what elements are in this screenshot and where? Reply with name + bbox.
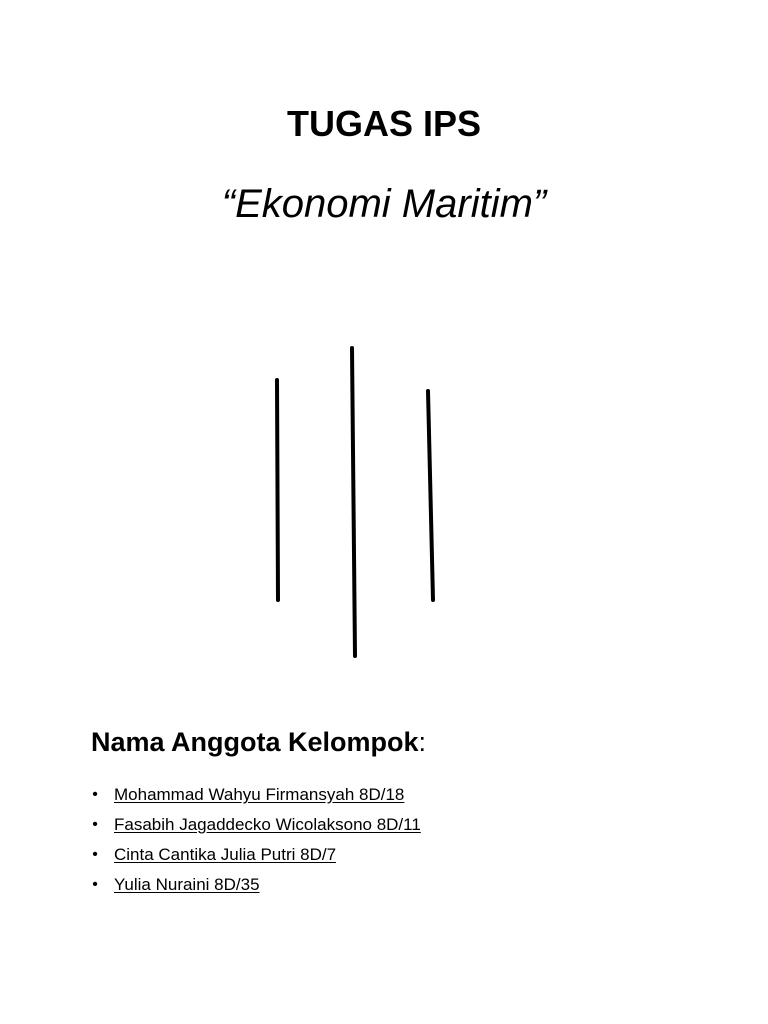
document-subtitle: “Ekonomi Maritim” xyxy=(221,182,547,226)
members-heading-colon: : xyxy=(418,727,427,757)
members-heading xyxy=(91,722,426,762)
bullet-icon: • xyxy=(92,786,98,803)
decorative-line-left xyxy=(277,380,278,600)
bullet-icon: • xyxy=(92,846,98,863)
member-name: Fasabih Jagaddecko Wicolaksono 8D/11 xyxy=(114,815,421,834)
member-name: Mohammad Wahyu Firmansyah 8D/18 xyxy=(114,785,405,804)
decorative-line-center xyxy=(352,348,355,656)
member-name: Cinta Cantika Julia Putri 8D/7 xyxy=(114,845,337,864)
list-item xyxy=(88,840,421,870)
document-title: TUGAS IPS xyxy=(286,103,482,144)
list-item xyxy=(88,870,421,900)
decorative-line-right xyxy=(428,391,433,600)
member-name: Yulia Nuraini 8D/35 xyxy=(114,875,260,894)
members-list xyxy=(88,780,421,900)
members-heading-text: Nama Anggota Kelompok xyxy=(91,727,419,757)
bullet-icon: • xyxy=(92,816,98,833)
list-item xyxy=(88,780,421,810)
list-item xyxy=(88,810,421,840)
bullet-icon: • xyxy=(92,876,98,893)
